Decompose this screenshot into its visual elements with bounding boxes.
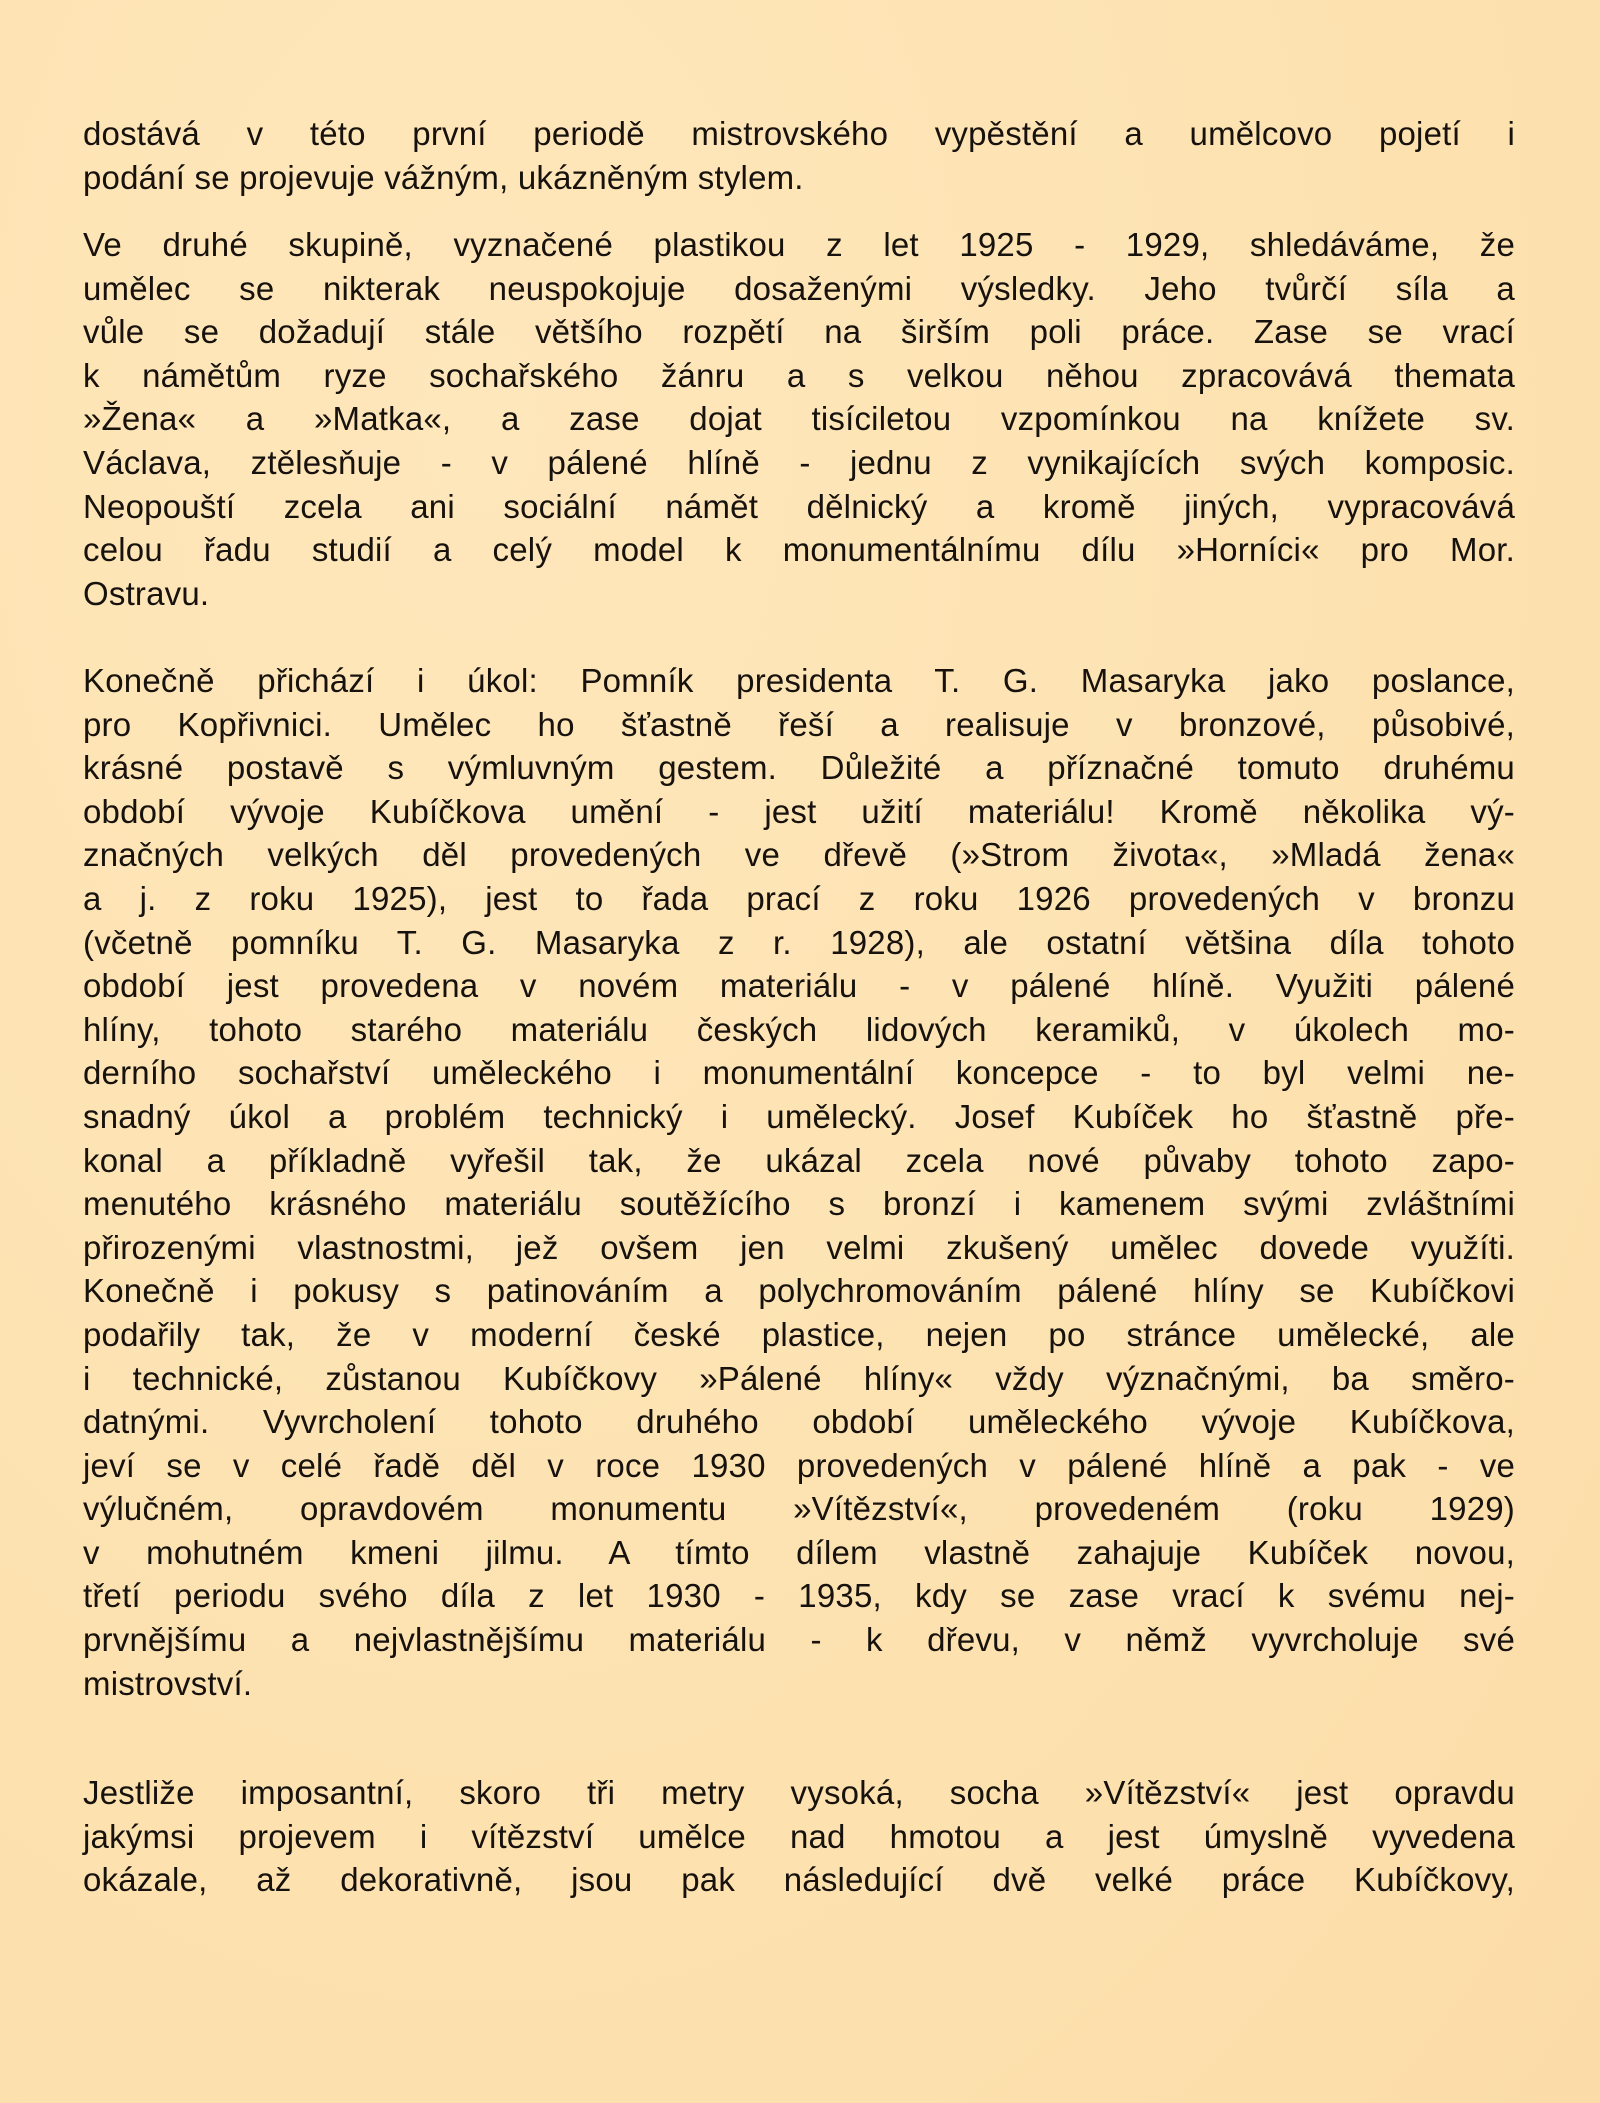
text-line: hlíny, tohoto starého materiálu českých lidových keramiků, v úkolech mo- [83, 1010, 1515, 1048]
text-line: období vývoje Kubíčkova umění - jest užití materiálu! Kromě několika vý- [83, 792, 1515, 830]
text-line: celou řadu studií a celý model k monumentálnímu dílu »Horníci« pro Mor. [83, 531, 1515, 569]
text-line: menutého krásného materiálu soutěžícího s bronzí i kamenem svými zvláštními [83, 1185, 1515, 1223]
paragraph-intro-continuation [83, 112, 1515, 199]
text-line: třetí periodu svého díla z let 1930 - 1935, kdy se zase vrací k svému nej- [83, 1577, 1515, 1615]
text-line: dostává v této první periodě mistrovského vypěstění a umělcovo pojetí i [83, 115, 1515, 152]
text-line: konal a příkladně vyřešil tak, že ukázal zcela nové půvaby tohoto zapo- [83, 1141, 1515, 1179]
text-line: období jest provedena v novém materiálu - v pálené hlíně. Využiti pálené [83, 967, 1515, 1005]
text-line: k námětům ryze sochařského žánru a s velkou něhou zpracovává themata [83, 356, 1515, 394]
text-line: »Žena« a »Matka«, a zase dojat tisíciletou vzpomínkou na knížete sv. [83, 400, 1515, 438]
text-line: derního sochařství uměleckého i monumentální koncepce - to byl velmi ne- [83, 1054, 1515, 1092]
text-line: značných velkých děl provedených ve dřevě (»Strom života«, »Mladá žena« [83, 836, 1515, 874]
text-line: snadný úkol a problém technický i umělecký. Josef Kubíček ho šťastně pře- [83, 1097, 1515, 1135]
text-line: a j. z roku 1925), jest to řada prací z roku 1926 provedených v bronzu [83, 879, 1515, 917]
text-line: podání se projevuje vážným, ukázněným stylem. [83, 158, 804, 196]
text-line: v mohutném kmeni jilmu. A tímto dílem vlastně zahajuje Kubíček novou, [83, 1533, 1515, 1571]
text-line: přirozenými vlastnostmi, jež ovšem jen velmi zkušený umělec dovede využíti. [83, 1228, 1515, 1266]
text-line: jeví se v celé řadě děl v roce 1930 provedených v pálené hlíně a pak - ve [83, 1446, 1515, 1484]
paragraph-masaryk-monument [83, 659, 1515, 1705]
text-line: Jestliže imposantní, skoro tři metry vysoká, socha »Vítězství« jest opravdu [83, 1774, 1515, 1811]
text-line: (včetně pomníku T. G. Masaryka z r. 1928), ale ostatní většina díla tohoto [83, 923, 1515, 961]
text-line: Ostravu. [83, 574, 210, 612]
text-line: Konečně přichází i úkol: Pomník presidenta T. G. Masaryka jako poslance, [83, 662, 1515, 699]
text-line: pro Kopřivnici. Umělec ho šťastně řeší a realisuje v bronzové, působivé, [83, 705, 1515, 743]
paragraph-vitezstvi [83, 1771, 1515, 1902]
text-line: vůle se dožadují stále většího rozpětí na širším poli práce. Zase se vrací [83, 313, 1515, 351]
text-line: Neopouští zcela ani sociální námět dělnický a kromě jiných, vypracovává [83, 487, 1515, 525]
text-line: okázale, až dekorativně, jsou pak následující dvě velké práce Kubíčkovy, [83, 1861, 1515, 1899]
paragraph-second-group [83, 223, 1515, 615]
text-line: datnými. Vyvrcholení tohoto druhého období uměleckého vývoje Kubíčkova, [83, 1403, 1515, 1441]
text-line: i technické, zůstanou Kubíčkovy »Pálené hlíny« vždy význačnými, ba směro- [83, 1359, 1515, 1397]
text-line: jakýmsi projevem i vítězství umělce nad hmotou a jest úmyslně vyvedena [83, 1817, 1515, 1855]
text-line: umělec se nikterak neuspokojuje dosaženými výsledky. Jeho tvůrčí síla a [83, 269, 1515, 307]
text-line: mistrovství. [83, 1664, 253, 1702]
text-line: prvnějšímu a nejvlastnějšímu materiálu - k dřevu, v němž vyvrcholuje své [83, 1621, 1515, 1659]
text-line: podařily tak, že v moderní české plastice, nejen po stránce umělecké, ale [83, 1315, 1515, 1353]
text-line: Václava, ztělesňuje - v pálené hlíně - jednu z vynikajících svých komposic. [83, 443, 1515, 481]
text-line: krásné postavě s výmluvným gestem. Důležité a příznačné tomuto druhému [83, 749, 1515, 787]
text-line: výlučném, opravdovém monumentu »Vítězství«, provedeném (roku 1929) [83, 1490, 1515, 1528]
text-line: Konečně i pokusy s patinováním a polychromováním pálené hlíny se Kubíčkovi [83, 1272, 1515, 1310]
text-line: Ve druhé skupině, vyznačené plastikou z let 1925 - 1929, shledáváme, že [83, 226, 1515, 263]
